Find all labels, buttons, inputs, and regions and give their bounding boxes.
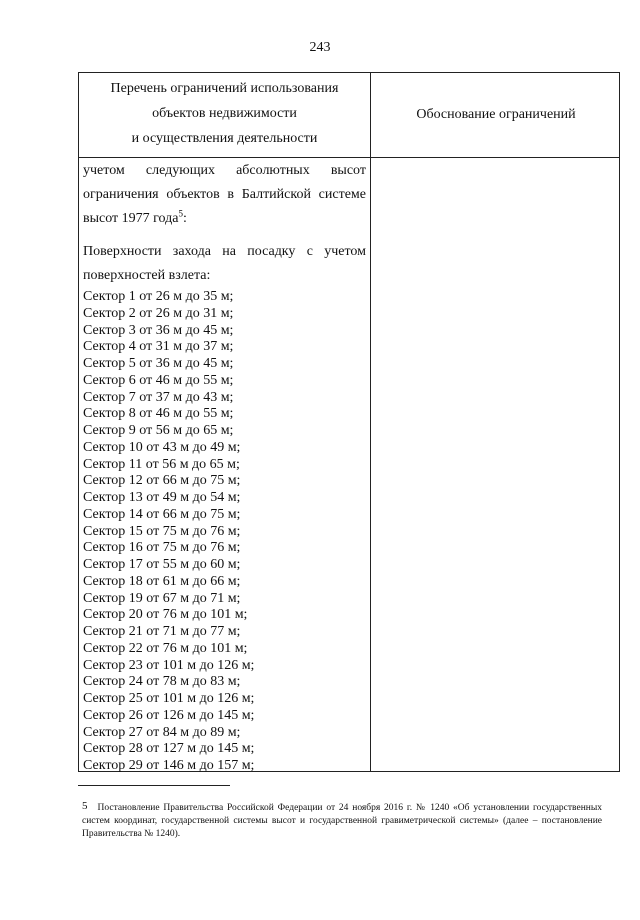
page-number: 243 — [309, 40, 331, 55]
intro-line-text: высот 1977 года — [83, 211, 179, 226]
list-item: Сектор 16 от 75 м до 76 м; — [83, 540, 241, 556]
list-item: Сектор 22 от 76 м до 101 м; — [83, 640, 248, 656]
list-item: Сектор 6 от 46 м до 55 м; — [83, 372, 234, 388]
list-item: Сектор 21 от 71 м до 77 м; — [83, 624, 241, 639]
footnote-number: 5 — [82, 800, 88, 812]
list-item: Сектор 14 от 66 м до 75 м; — [83, 506, 241, 522]
list-item: Сектор 18 от 61 м до 66 м; — [83, 573, 241, 589]
list-item: Сектор 17 от 55 м до 60 м; — [83, 557, 241, 572]
list-item: Сектор 29 от 146 м до 157 м; — [83, 758, 255, 773]
list-item: Сектор 7 от 37 м до 43 м; — [83, 389, 234, 405]
list-item: Сектор 20 от 76 м до 101 м; — [83, 607, 248, 623]
footnote — [82, 800, 602, 841]
list-item: Сектор 2 от 26 м до 31 м; — [83, 305, 234, 321]
header-left-line: Перечень ограничений использования — [110, 81, 339, 96]
list-item: Сектор 23 от 101 м до 126 м; — [83, 657, 255, 673]
list-item: Сектор 4 от 31 м до 37 м; — [83, 339, 234, 355]
header-left-line: объектов недвижимости — [152, 106, 297, 121]
list-item: Сектор 24 от 78 м до 83 м; — [83, 674, 241, 690]
footnote-separator — [78, 785, 230, 786]
sector-list — [83, 289, 366, 775]
intro-paragraph — [83, 159, 366, 231]
list-item: Сектор 9 от 56 м до 65 м; — [83, 423, 234, 438]
list-item: Сектор 28 от 127 м до 145 м; — [83, 741, 255, 757]
footnote-ref: 5 — [178, 208, 183, 219]
list-item: Сектор 15 от 75 м до 76 м; — [83, 523, 241, 539]
list-item: Сектор 8 от 46 м до 55 м; — [83, 406, 234, 422]
list-item: Сектор 19 от 67 м до 71 м; — [83, 590, 241, 606]
list-item: Сектор 27 от 84 м до 89 м; — [83, 724, 241, 740]
list-item: Сектор 3 от 36 м до 45 м; — [83, 322, 234, 338]
header-left-line: и осуществления деятельности — [131, 131, 318, 146]
approach-line: поверхностей взлета: — [83, 268, 211, 283]
header-restrictions-list — [79, 73, 370, 157]
header-justification: Обоснование ограничений — [416, 107, 576, 122]
list-item: Сектор 12 от 66 м до 75 м; — [83, 473, 241, 489]
list-item: Сектор 26 от 126 м до 145 м; — [83, 707, 255, 723]
list-item: Сектор 11 от 56 м до 65 м; — [83, 456, 240, 472]
list-item: Сектор 5 от 36 м до 45 м; — [83, 356, 234, 371]
footnote-text: Постановление Правительства Российской Федерации от 24 ноября 2016 г. № 1240 «Об установлении государственных систем координат, государственной системы высот и государственной гравиметрической системы» (далее – постановление Правительства № 1240). — [82, 803, 602, 839]
list-item: Сектор 1 от 26 м до 35 м; — [83, 289, 234, 304]
approach-surfaces-paragraph — [83, 240, 366, 288]
column-divider — [370, 73, 371, 771]
list-item: Сектор 10 от 43 м до 49 м; — [83, 439, 241, 455]
intro-line-tail: : — [183, 211, 187, 226]
table-header-row — [79, 73, 619, 158]
intro-line-last — [83, 207, 366, 231]
intro-line: учетом следующих абсолютных высот — [83, 163, 366, 178]
approach-line: Поверхности захода на посадку с учетом — [83, 244, 366, 259]
intro-line: ограничения объектов в Балтийской системе — [83, 187, 366, 202]
list-item: Сектор 25 от 101 м до 126 м; — [83, 691, 255, 706]
restrictions-cell — [83, 159, 366, 775]
restrictions-table — [78, 72, 620, 772]
list-item: Сектор 13 от 49 м до 54 м; — [83, 490, 241, 505]
